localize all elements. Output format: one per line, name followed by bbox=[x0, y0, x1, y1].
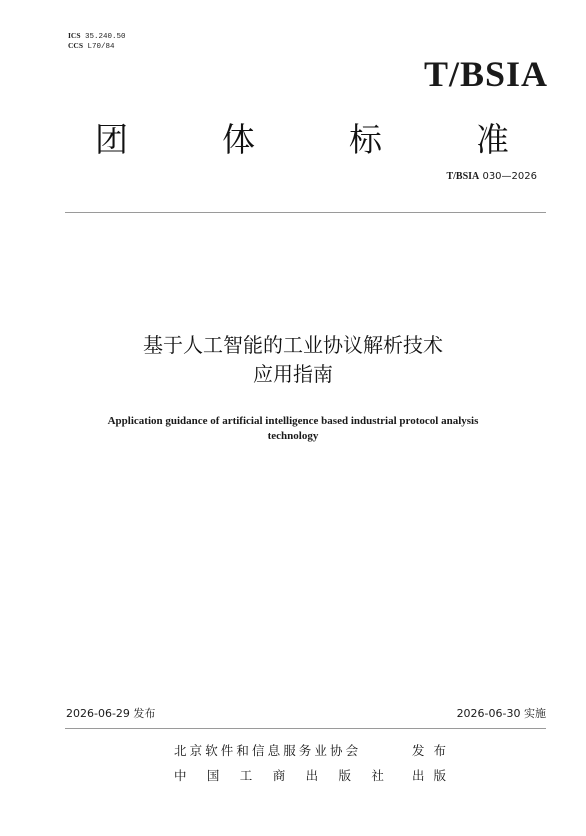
english-title-line-1: Application guidance of artificial intelligence based industrial protocol analysis bbox=[107, 415, 479, 427]
ics-code: 35.240.50 bbox=[85, 33, 126, 41]
release-date: 2026-06-29 发布 bbox=[66, 707, 156, 720]
implementation-date: 2026-06-30 实施 bbox=[456, 707, 546, 720]
chinese-title-line-2: 应用指南 bbox=[253, 362, 333, 386]
doc-type-char-2: 体 bbox=[222, 120, 255, 159]
standard-number bbox=[446, 170, 537, 184]
standard-number-prefix: T/BSIA bbox=[446, 171, 480, 182]
organization-code: T/BSIA bbox=[423, 54, 548, 94]
chinese-title-line-1: 基于人工智能的工业协议解析技术 bbox=[143, 333, 443, 357]
english-title-line-2: technology bbox=[267, 430, 319, 442]
ccs-code: L70/84 bbox=[87, 43, 115, 51]
doc-type-char-1: 团 bbox=[95, 120, 128, 159]
doc-type-char-4: 准 bbox=[476, 120, 509, 159]
top-divider bbox=[65, 212, 546, 213]
publisher-role: 发布 bbox=[412, 743, 456, 758]
press-organization: 中国工商出版社 bbox=[174, 768, 405, 783]
ccs-classification bbox=[68, 41, 115, 52]
standard-number-value: 030—2026 bbox=[482, 171, 537, 182]
press-role: 出版 bbox=[412, 768, 456, 783]
english-title bbox=[0, 414, 586, 444]
doc-type-char-3: 标 bbox=[349, 120, 382, 159]
publisher-organization: 北京软件和信息服务业协会 bbox=[174, 743, 362, 758]
ccs-label: CCS bbox=[68, 41, 84, 50]
bottom-divider bbox=[65, 728, 546, 729]
ics-label: ICS bbox=[68, 31, 81, 40]
chinese-title bbox=[0, 331, 586, 389]
